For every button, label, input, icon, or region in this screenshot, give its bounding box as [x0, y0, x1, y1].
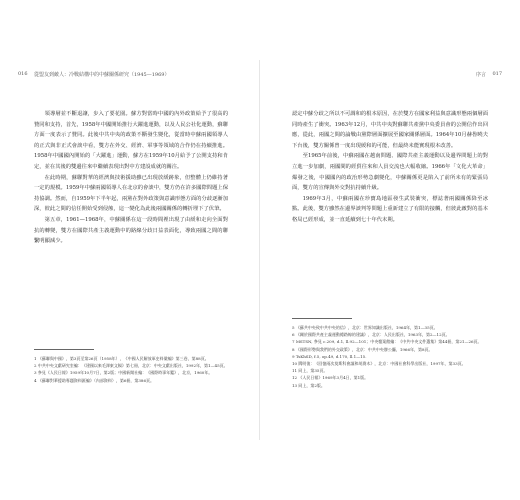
footnote: 9 TsKhSD, f.5, op.49, d.170, ll.1—15. [292, 353, 367, 359]
footnote: 12 《人民日報》1969年3月4日，第1版。 [292, 375, 369, 381]
paragraph: 1969年3月，中蘇兩國在珍寶島地區發生武裝衝突，標誌著兩國關係降至冰點。此後，雙方雖然在邊界談判等問題上重新建立了有限的接觸，但彼此敵對的基本格局已經形成，並一直延續到七十年代末期。 [292, 195, 488, 223]
footnote-divider [34, 349, 94, 350]
footnotes [292, 324, 488, 389]
footnote: 4 《蘇聯對華援助專題資料匯編》（內部資料），第6冊，第386頁。 [34, 377, 154, 383]
running-header: 序言 [475, 72, 486, 78]
paragraph: 第五章，1961—1968年，中蘇關係在這一段時間裡出現了由緩和走向全面對抗的轉變，雙方在國際共產主義運動中的路線分歧日益表面化，導致兩國之間的聯繫明顯減少。 [34, 216, 228, 245]
paragraph: 領導層並不斷退讓，步入了要花園。蘇方對當時中國的內外政策給予了很高的贊同和支持，首先，1958年中國開始推行大躍進運動，以及人民公社化運動，蘇聯方面一度表示了贊同。此後中共中央的政策不斷發生變化，從當時中蘇兩國領導人的正式與非正式會談中看，雙方在外交、經濟、軍事等領域的合作仍在持續推進。1958年中國國內開始的「大躍進」運動，蘇方在1959年10月給予了公開支持和肯定，並在其後的雙邊往來中繼續表現出對中方建設成就的關注。 [34, 111, 228, 170]
footnote-divider [292, 318, 352, 319]
page-number: 016 [18, 71, 28, 77]
body-text [292, 109, 488, 226]
footnotes [34, 355, 228, 384]
body-text [34, 109, 228, 247]
running-header: 從盟友到敵人：冷戰結構中的中蘇關係研究（1945—1969） [34, 72, 170, 78]
page-number: 017 [492, 71, 502, 77]
footnote: 6 《關於國際共產主義運動總路線的建議》，北京：人民出版社，1963年，第2—12頁。 [292, 332, 450, 338]
paragraph: 至1965年前後，中蘇兩國在越南問題、國際共產主義運動以及邊界問題上的對立進一步加劇，兩國間的經貿往來和人員交流也大幅收縮。1966年「文化大革命」爆發之後，中國國內的政治形勢急劇變化，中蘇關係更是陷入了前所未有的緊張局面，雙方的宣傳與外交對抗持續升級。 [292, 153, 488, 192]
paragraph: 在此時期，蘇聯對華的經濟與技術援助雖已出現放緩跡象，但整體上仍維持著一定的規模。1959年中蘇兩國領導人在北京的會談中，雙方仍在許多國際問題上保持協調。然而，自1959年下半年起，兩黨在對外政策與意識形態方面的分歧逐漸加深，彼此之間的信任開始受到侵蝕，這一變化為此後兩國關係的轉折埋下了伏筆。 [34, 174, 228, 213]
right-page [260, 0, 520, 500]
footnote: 13 同上，第2版。 [292, 382, 325, 388]
paragraph: 認定中蘇分歧之所以不可調和的根本原因，在於雙方在國家利益與意識形態兩個層面同時產生了衝突。1963年12月，中共中央對蘇聯共產黨中央委員會的公開信作出回應，從此，兩國之間的論戰由黨際層面擴展至國家關係層面。1964年10月赫魯曉夫下台後，雙方關係曾一度出現緩和的可能，但最終未能實現根本改善。 [292, 111, 488, 149]
footnote: 11 同上，第35頁。 [292, 368, 328, 374]
footnote: 1 《蘇聯與中國》，第3頁至第26頁（1958年），《中國人民解放軍史料彙編》第三卷，第88頁。 [34, 356, 209, 361]
footnote: 10 閻明復：《回憶兩次莫斯科會議和胡喬木》，北京：中國社會科學出版社，1997年，第33頁。 [292, 361, 466, 367]
footnote: 8 《國際形勢與我們的外交政策》，北京：中共中央辦公廳，1966年，第8頁。 [292, 346, 433, 352]
footnote: 2 中共中央文獻研究室編：《建國以來毛澤東文稿》第七冊，北京：中央文獻出版社，1992年，第1—45頁。 [34, 363, 228, 369]
footnote: 7 MSTSN, 參見 c.209, d.1, ll.92—101；中央檔案館編：《中共中央文件選集》第44冊，第21—26頁。 [292, 339, 482, 345]
footnote: 3 參見《人民日報》1959年10月7日，第2版；中國新聞社編：《國際時事年鑑》，北京，1960年。 [34, 370, 213, 376]
footnote: 5 《蘇共中央致中共中央的信》，北京：世界知識出版社，1964年，第1—35頁。 [292, 325, 438, 330]
